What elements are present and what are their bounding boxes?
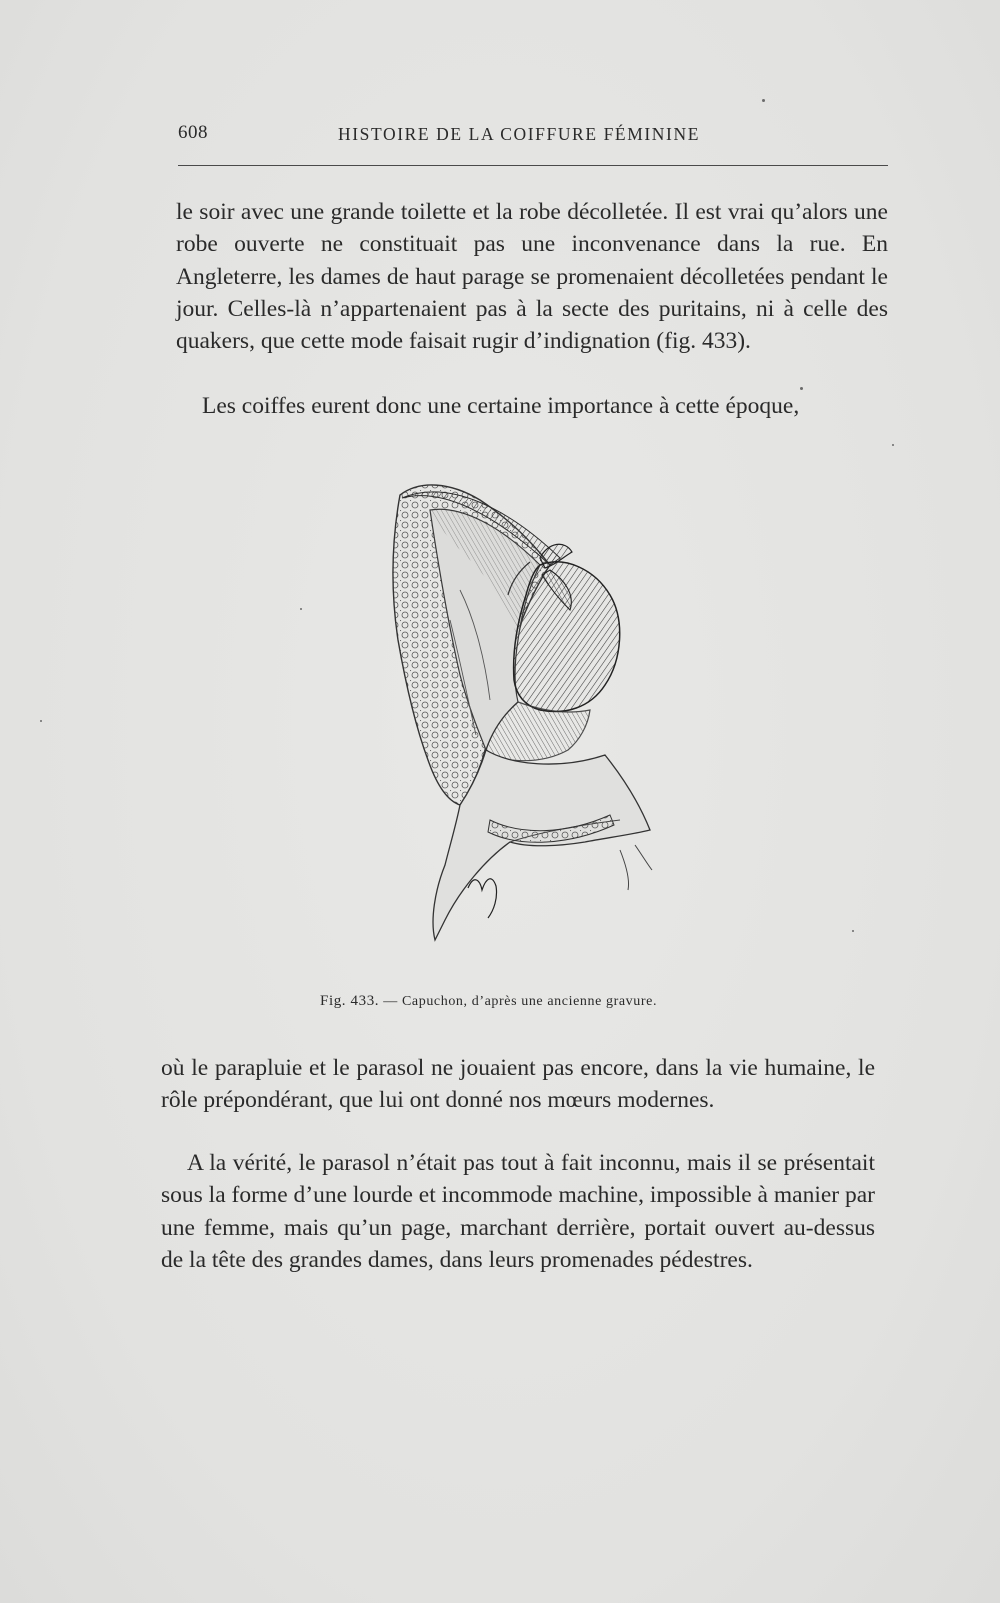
running-title: HISTOIRE DE LA COIFFURE FÉMININE: [338, 124, 700, 144]
header-rule: [178, 165, 888, 166]
figure-caption-text: — Capuchon, d’après une ancienne gravure.: [379, 994, 658, 1009]
page-number: 608: [178, 122, 208, 143]
paragraph-4: A la vérité, le parasol n’était pas tout à fait inconnu, mais il se présentait sous la forme d’une lourde et incommode machine, impossible à manier par une femme, mais qu’un page, marchant derrière, portait ouvert au-dessus de la tête des grandes dames, dans leurs promenades pédestres.: [161, 1150, 875, 1273]
page-header: [178, 118, 890, 148]
paper-speck: [892, 444, 894, 446]
capuchon-engraving: [390, 470, 700, 970]
paragraph-2: Les coiffes eurent donc une certaine importance à cette époque,: [202, 393, 800, 419]
paper-speck: [800, 387, 803, 390]
figure-label: Fig. 433.: [320, 993, 380, 1009]
paper-speck: [300, 608, 302, 610]
paper-speck: [762, 99, 765, 102]
paragraph-3: où le parapluie et le parasol ne jouaient pas encore, dans la vie humaine, le rôle prépondérant, que lui ont donné nos mœurs modernes.: [161, 1055, 875, 1114]
paragraph-1: le soir avec une grande toilette et la robe décolletée. Il est vrai qu’alors une robe ouverte ne constituait pas une inconvenance dans la rue. En Angleterre, les dames de haut parage se promenaient décolletées pendant le jour. Celles-là n’appartenaient pas à la secte des puritains, ni à celle des quakers, que cette mode faisait rugir d’indignation (fig. 433).: [176, 199, 888, 355]
capuchon-illustration: [390, 470, 700, 970]
paper-speck: [852, 930, 854, 932]
paper-speck: [40, 720, 42, 722]
figure-caption: [320, 993, 657, 1010]
